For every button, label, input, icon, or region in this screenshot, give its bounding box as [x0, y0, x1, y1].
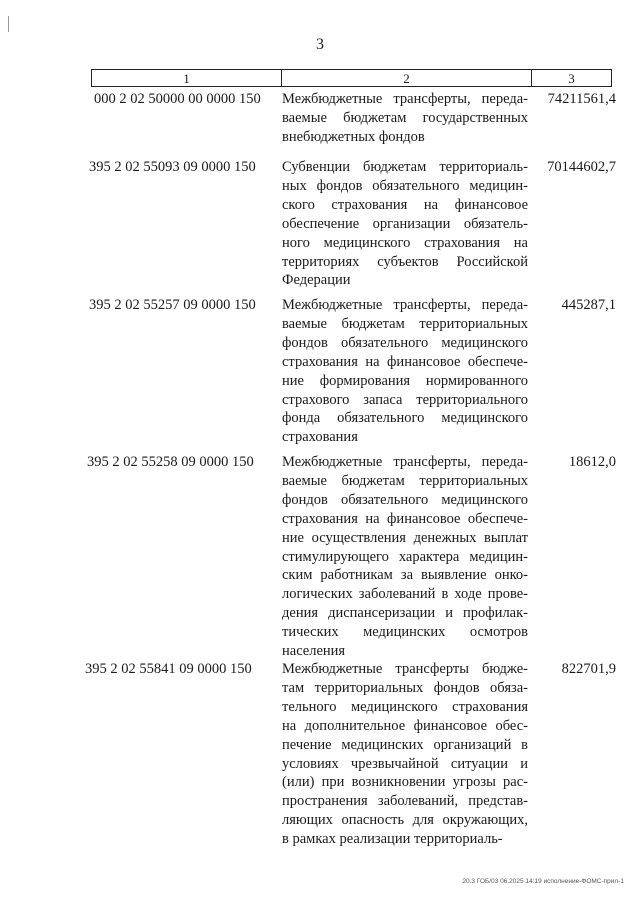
- description-line: ного медицинского страхования на: [282, 234, 528, 251]
- description-line: страхования: [282, 429, 358, 446]
- budget-code: 395 2 02 55093 09 0000 150: [89, 159, 256, 175]
- table-header: [91, 69, 612, 87]
- description-line: там территориальных фондов обяза-: [282, 679, 528, 696]
- amount: 445287,1: [561, 297, 616, 313]
- description-line: тельного медицинского страхования: [282, 698, 528, 715]
- header-col-3: 3: [568, 71, 575, 86]
- description-line: населения: [282, 643, 346, 660]
- description-line: дения диспансеризации и профилак-: [282, 605, 528, 622]
- description-line: Межбюджетные трансферты, переда-: [282, 297, 528, 313]
- description-line: в рамках реализации территориаль-: [282, 831, 503, 848]
- description-line: пространения заболеваний, представ-: [282, 793, 528, 810]
- description-line: Межбюджетные трансферты бюдже-: [282, 661, 528, 677]
- description: [282, 158, 528, 290]
- footer-stamp: 20.3 ГОБ/03 06.2025 14:19 исполнение-ФОМС-прил-1: [462, 878, 624, 885]
- description-line: внебюджетных фондов: [282, 128, 425, 145]
- description-line: фонда обязательного медицинского: [282, 410, 528, 427]
- description-line: страхового запаса территориального: [282, 391, 528, 408]
- amount: 18612,0: [568, 454, 616, 470]
- description-line: логических заболеваний в ходе прове-: [282, 586, 528, 603]
- description-line: ваемые бюджетам территориальных: [282, 472, 528, 489]
- description-line: (или) при возникновении угрозы рас-: [282, 774, 528, 791]
- budget-code: 395 2 02 55257 09 0000 150: [89, 297, 256, 313]
- description: [282, 660, 528, 849]
- description-line: Межбюджетные трансферты, переда-: [282, 454, 528, 470]
- description-line: Субвенции бюджетам территориаль-: [282, 159, 528, 175]
- description: [282, 296, 528, 447]
- description-line: на дополнительное финансовое обес-: [282, 717, 528, 734]
- scan-edge-mark: [8, 16, 9, 32]
- description-line: стимулирующего характера медицин-: [282, 548, 528, 565]
- description-line: ние осуществления денежных выплат: [282, 529, 528, 546]
- amount: 822701,9: [561, 661, 616, 677]
- description-line: фондов обязательного медицинского: [282, 334, 528, 351]
- description-line: обеспечение организации обязатель-: [282, 215, 528, 232]
- description-line: ваемые бюджетам территориальных: [282, 315, 528, 332]
- description-line: тических медицинских осмотров: [282, 624, 528, 641]
- description-line: условиях чрезвычайной ситуации и: [282, 755, 528, 772]
- amount: 74211561,4: [547, 91, 616, 107]
- description-line: ским работникам за выявление онко-: [282, 567, 528, 584]
- amount: 70144602,7: [547, 159, 616, 175]
- description-line: страхования на финансовое обеспече-: [282, 510, 528, 527]
- description-line: ние формирования нормированного: [282, 372, 528, 389]
- description: [282, 453, 528, 661]
- description-line: страхования на финансовое обеспече-: [282, 353, 528, 370]
- description-line: ваемые бюджетам государственных: [282, 109, 528, 126]
- budget-code: 395 2 02 55258 09 0000 150: [87, 454, 254, 470]
- description-line: ляющих опасность для окружающих,: [282, 812, 528, 829]
- page-number: 3: [316, 36, 324, 53]
- description-line: территориях субъектов Российской: [282, 253, 528, 270]
- description-line: печение медицинских организаций в: [282, 736, 528, 753]
- budget-code: 000 2 02 50000 00 0000 150: [94, 91, 261, 107]
- budget-code: 395 2 02 55841 09 0000 150: [85, 661, 252, 677]
- description-line: ных фондов обязательного медицин-: [282, 177, 528, 194]
- description-line: Федерации: [282, 272, 351, 289]
- description-line: ского страхования на финансовое: [282, 196, 528, 213]
- description-line: Межбюджетные трансферты, переда-: [282, 91, 528, 107]
- header-col-1: 1: [92, 70, 282, 86]
- description-line: фондов обязательного медицинского: [282, 491, 528, 508]
- header-col-2: 2: [282, 70, 532, 86]
- description: [282, 90, 528, 147]
